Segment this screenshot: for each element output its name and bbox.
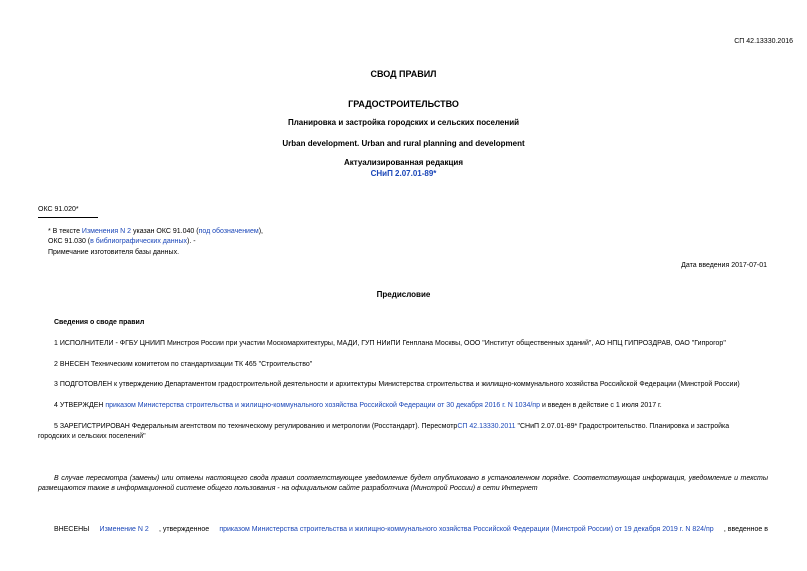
amendment-2-link[interactable]: Изменения N 2	[81, 228, 132, 235]
oks-code: ОКС 91.020*	[38, 206, 79, 213]
snip-link[interactable]: СНиП 2.07.01-89*	[370, 169, 437, 178]
item-4-prefix: 4 УТВЕРЖДЕН	[54, 402, 104, 409]
doc-subtitle-en: Urban development. Urban and rural planning and development	[282, 139, 525, 148]
bibliography-link[interactable]: в библиографических данных	[90, 238, 188, 245]
footnote-line3: Примечание изготовителя базы данных.	[48, 249, 180, 256]
item-5-line2: городских и сельских поселений"	[38, 433, 146, 440]
designation-link[interactable]: под обозначением	[198, 228, 259, 235]
preface-heading: Предисловие	[376, 290, 431, 299]
amendment-line	[54, 526, 768, 533]
footnote-divider	[38, 217, 98, 218]
amend-prefix: ВНЕСЕНЫ	[54, 526, 90, 533]
info-heading: Сведения о своде правил	[54, 319, 145, 326]
amendment-2-ref-link[interactable]: Изменение N 2	[99, 526, 149, 533]
item-5-suffix: "СНиП 2.07.01-89* Градостроительство. Планировка и застройка	[517, 423, 730, 430]
item-5	[54, 423, 729, 430]
footnote-prefix: * В тексте	[48, 228, 80, 235]
order-1034-link[interactable]: приказом Министерства строительства и жилищно-коммунального хозяйства Российской Федерации от 30 декабря 2016 г. N 1034/пр	[105, 402, 540, 409]
order-824-link[interactable]: приказом Министерства строительства и жилищно-коммунального хозяйства Российской Федерации (Минстрой России) от 19 декабря 2019 г. N 824/пр	[219, 526, 714, 533]
item-3: 3 ПОДГОТОВЛЕН к утверждению Департаментом градостроительной деятельности и архитектуры Министерства строительства и жилищно-коммунального хозяйства Российской Федерации (Минстрой России)	[54, 381, 740, 388]
doc-subject: ГРАДОСТРОИТЕЛЬСТВО	[348, 99, 459, 109]
doc-subtitle-ru: Планировка и застройка городских и сельских поселений	[287, 118, 520, 127]
amend-mid: , утвержденное	[158, 526, 210, 533]
item-4-suffix: и введен в действие с 1 июля 2017 г.	[541, 402, 662, 409]
intro-date: Дата введения 2017-07-01	[681, 262, 767, 269]
sp-2011-link[interactable]: СП 42.13330.2011	[457, 423, 516, 430]
footnote-line2-prefix: ОКС 91.030 (	[48, 238, 91, 245]
notice-paragraph: В случае пересмотра (замены) или отмены настоящего свода правил соответствующее уведомление будет опубликовано в установленном порядке. Соответствующая информация, уведомление и тексты размещаются также в информационной системе общего пользования - на официальном сайте разработчика (Минстрой России) в сети Интернет	[38, 475, 768, 492]
doc-kind: СВОД ПРАВИЛ	[370, 69, 437, 79]
doc-edition: Актуализированная редакция	[344, 158, 463, 167]
item-1: 1 ИСПОЛНИТЕЛИ - ФГБУ ЦНИИП Минстроя России при участии Москомархитектуры, МАДИ, ГУП НИиПИ Генплана Москвы, ООО "Институт общественных зданий", АО НПЦ ГИПРОЗДРАВ, ОАО "Гипрогор"	[54, 340, 726, 347]
item-2: 2 ВНЕСЕН Техническим комитетом по стандартизации ТК 465 "Строительство"	[54, 361, 313, 368]
footnote-line2-suffix: ). -	[187, 238, 196, 245]
amend-suffix: , введенное в	[723, 526, 768, 533]
footnote-line2	[48, 238, 196, 245]
item-4	[54, 402, 662, 409]
item-5-prefix: 5 ЗАРЕГИСТРИРОВАН Федеральным агентством по техническому регулированию и метрологии (Росстандарт). Пересмотр	[54, 423, 458, 430]
doc-code: СП 42.13330.2016	[734, 38, 793, 45]
footnote-suffix: ),	[258, 228, 263, 235]
footnote-mid: указан ОКС 91.040 (	[132, 228, 199, 235]
footnote-line1	[48, 228, 263, 235]
